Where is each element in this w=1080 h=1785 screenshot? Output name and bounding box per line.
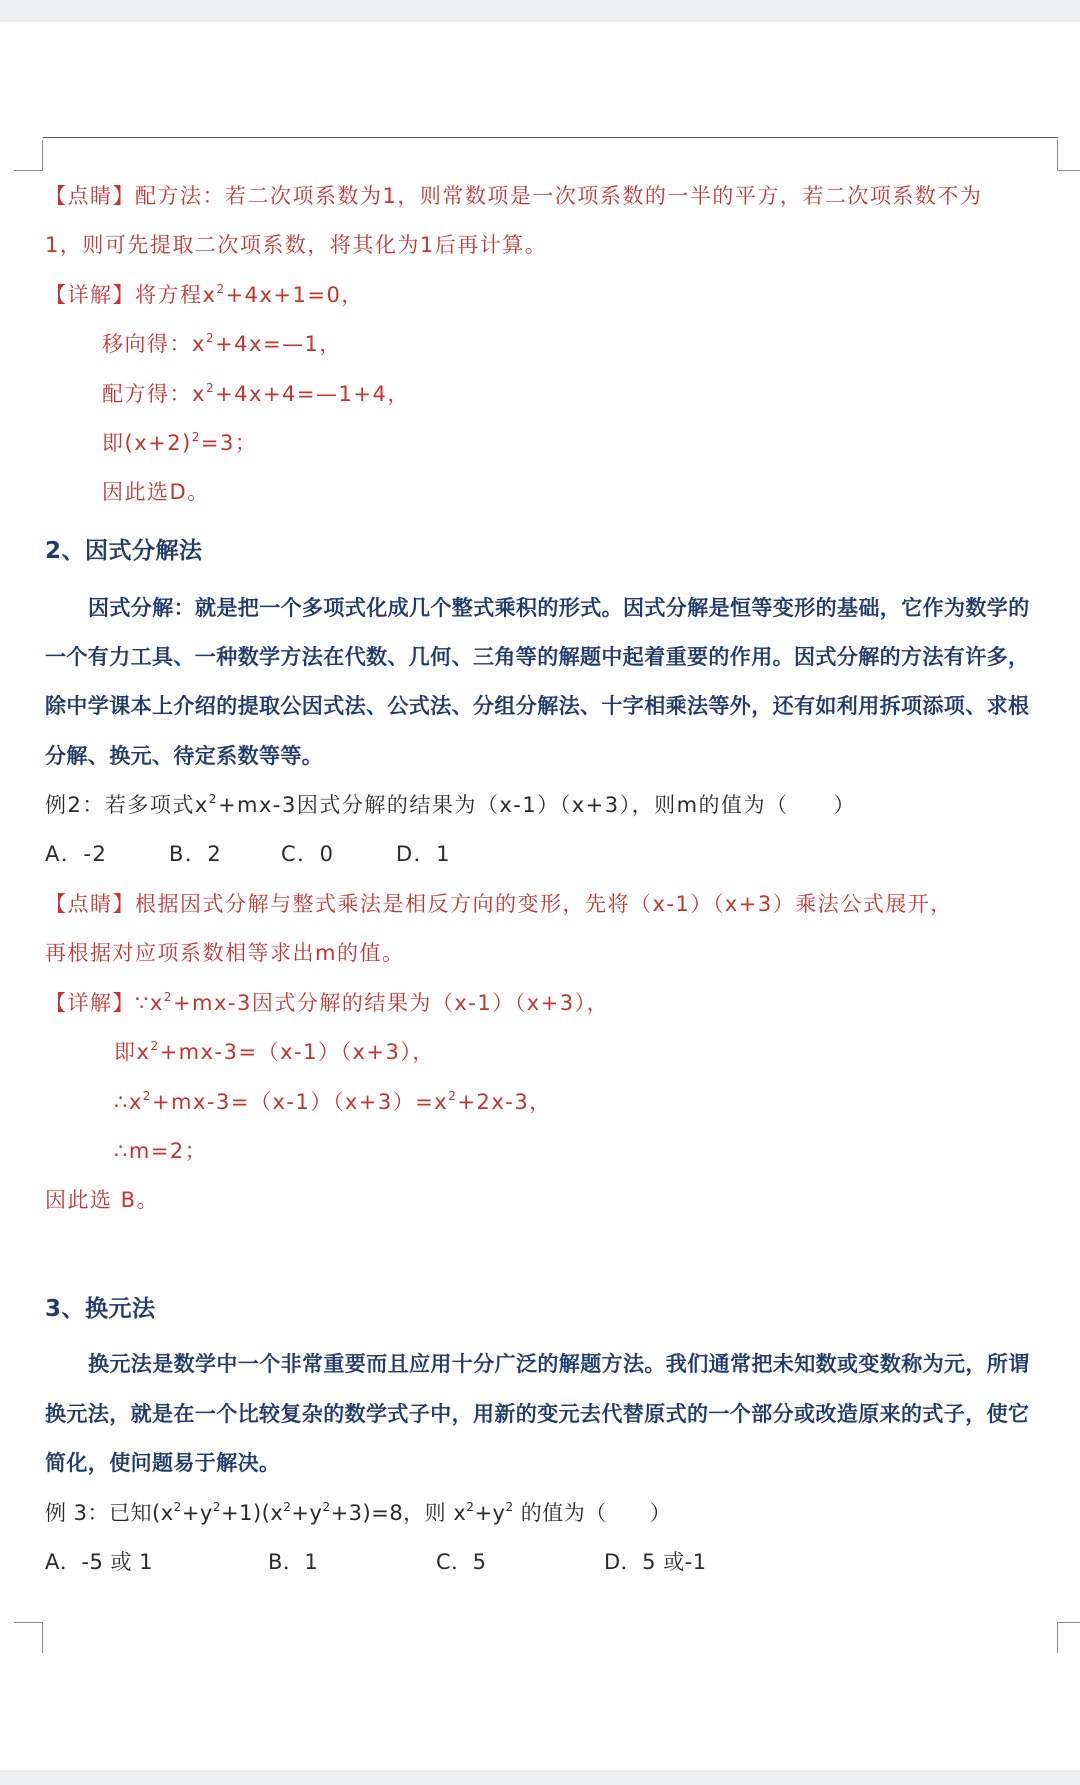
conclusion: 因此选 B。: [45, 1188, 160, 1212]
tip-line-1: 【点睛】配方法：若二次项系数为1，则常数项是一次项系数的一半的平方，若二次项系数不为: [45, 184, 983, 208]
paragraph-line-2: 一个有力工具、一种数学方法在代数、几何、三角等的解题中起着重要的作用。因式分解的方法有许多，: [45, 645, 1030, 669]
option-c: C．5: [436, 1550, 487, 1574]
option-d: D．1: [396, 842, 452, 866]
paragraph-line-1: 因式分解：就是把一个多项式化成几个整式乘积的形式。因式分解是恒等变形的基础，它作为数学的: [88, 596, 1030, 620]
step-complete-square: 配方得：$x^2+4x+4=—1+4$，: [102, 381, 410, 406]
option-c: C．0: [281, 842, 335, 866]
tip-line-1: 【点睛】根据因式分解与整式乘法是相反方向的变形，先将（x-1）（x+3）乘法公式展开，: [45, 892, 953, 916]
step-move-terms: 移向得：$x^2+4x=—1$，: [102, 331, 342, 356]
example-2-question: 例2：若多项式$x^2+mx-3$因式分解的结果为（x-1）（x+3），则m的值为（ ）: [45, 792, 857, 817]
crop-mark-bottom-right: [1057, 1622, 1080, 1653]
bottom-background-strip: [0, 1770, 1080, 1785]
step-result: ∴m=2；: [114, 1139, 208, 1163]
top-background-strip: [0, 0, 1080, 22]
paragraph-line-3: 除中学课本上介绍的提取公因式法、公式法、分组分解法、十字相乘法等外，还有如利用拆项添项、求根: [45, 694, 1030, 718]
crop-mark-bottom-left: [14, 1622, 43, 1653]
step-result: 即$(x+2)^2=3$；: [102, 430, 258, 455]
section-heading-factorization: 2、因式分解法: [45, 538, 203, 564]
option-d: D．5 或-1: [604, 1550, 707, 1574]
page-header-rule: [43, 137, 1058, 138]
option-a: A．-5 或 1: [45, 1550, 154, 1574]
paragraph-line-2: 换元法，就是在一个比较复杂的数学式子中，用新的变元去代替原式的一个部分或改造原来的式子，使它: [45, 1402, 1030, 1426]
paragraph-line-4: 分解、换元、待定系数等等。: [45, 744, 324, 768]
crop-mark-top-right: [1057, 140, 1080, 171]
section-heading-substitution: 3、换元法: [45, 1296, 156, 1322]
step-answer: 因此选D。: [102, 480, 210, 504]
option-a: A．-2: [45, 842, 108, 866]
paragraph-line-3: 简化，使问题易于解决。: [45, 1451, 281, 1475]
detail-line: 【详解】将方程$x^2+4x+1=0$，: [45, 282, 364, 307]
example-3-question: 例 3：已知$(x^2+y^2+1)(x^2+y^2+3)=8$，则 $x^2+y^2$ 的值为（ ）: [45, 1500, 672, 1525]
option-b: B．2: [169, 842, 223, 866]
crop-mark-top-left: [14, 140, 43, 171]
step-expand: $\therefore x^2+mx-3=(x-1)(x+3)=x^2+2x-3$，: [114, 1089, 552, 1114]
tip-line-2: 1，则可先提取二次项系数，将其化为1后再计算。: [45, 233, 548, 257]
option-b: B．1: [268, 1550, 319, 1574]
step-equation: 即$x^2+mx-3=(x-1)(x+3)$，: [114, 1039, 435, 1064]
example-3-options: [45, 1542, 845, 1582]
detail-line: 【详解】$\because x^2+mx-3$因式分解的结果为（x-1）（x+3），: [45, 990, 610, 1015]
example-2-options: [45, 834, 545, 874]
paragraph-line-1: 换元法是数学中一个非常重要而且应用十分广泛的解题方法。我们通常把未知数或变数称为元，所谓: [88, 1352, 1030, 1376]
tip-line-2: 再根据对应项系数相等求出m的值。: [45, 941, 405, 965]
